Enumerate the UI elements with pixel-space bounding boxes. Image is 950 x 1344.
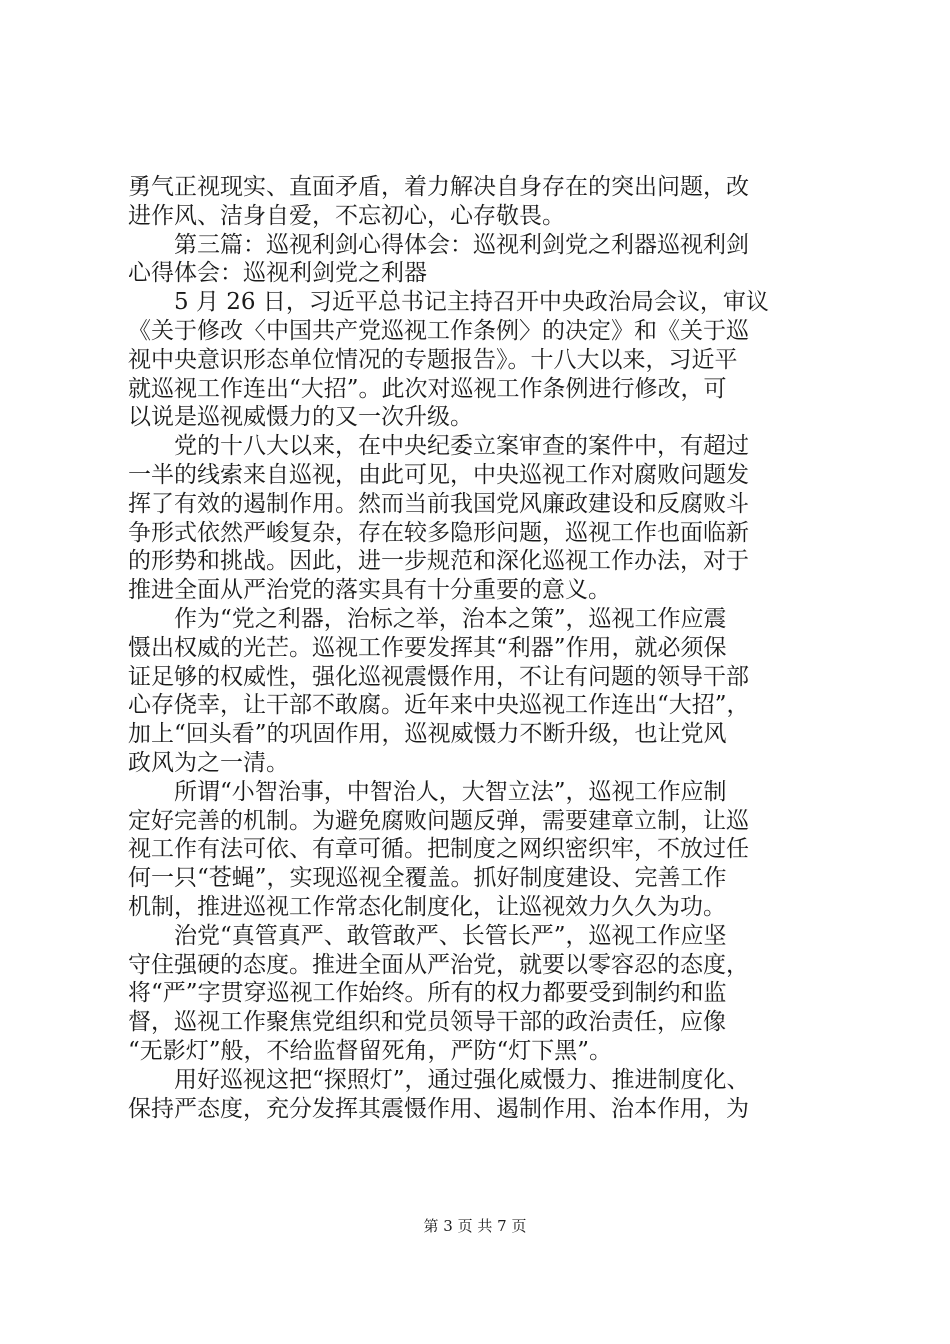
text-line: “无影灯”般，不给监督留死角，严防“灯下黑”。: [128, 1037, 613, 1064]
section-heading-line: 第三篇：巡视利剑心得体会：巡视利剑党之利器巡视利剑: [128, 231, 749, 258]
text-line: 以说是巡视威慑力的又一次升级。: [128, 404, 473, 431]
text-line: 将“严”字贯穿巡视工作始终。所有的权力都要受到制约和监: [128, 980, 727, 1007]
page-number-footer: 第 3 页 共 7 页: [423, 1217, 527, 1235]
text-line: 机制，推进巡视工作常态化制度化，让巡视效力久久为功。: [128, 893, 726, 920]
text-line: 视工作有法可依、有章可循。把制度之网织密织牢，不放过任: [128, 836, 749, 863]
text-line: 《关于修改〈中国共产党巡视工作条例〉的决定》和《关于巡: [128, 317, 749, 344]
text-line: 证足够的权威性，强化巡视震慑作用，不让有问题的领导干部: [128, 663, 749, 690]
text-line: 定好完善的机制。为避免腐败问题反弹，需要建章立制，让巡: [128, 807, 749, 834]
text-line: 就巡视工作连出“大招”。此次对巡视工作条例进行修改，可: [128, 375, 727, 402]
text-line: 进作风、洁身自爱，不忘初心，心存敬畏。: [128, 202, 565, 229]
text-line: 的形势和挑战。因此，进一步规范和深化巡视工作办法，对于: [128, 548, 749, 575]
text-line: 督，巡视工作聚焦党组织和党员领导干部的政治责任，应像: [128, 1009, 726, 1036]
text-line: 慑出权威的光芒。巡视工作要发挥其“利器”作用，就必须保: [128, 634, 727, 661]
text-line: 用好巡视这把“探照灯”，通过强化威慑力、推进制度化、: [128, 1066, 750, 1093]
section-heading-line: 心得体会：巡视利剑党之利器: [128, 260, 427, 287]
text-line: 一半的线索来自巡视，由此可见，中央巡视工作对腐败问题发: [128, 461, 749, 488]
text-line: 所谓“小智治事，中智治人，大智立法”，巡视工作应制: [128, 778, 727, 805]
text-line: 视中央意识形态单位情况的专题报告》。十八大以来，习近平: [128, 346, 738, 373]
text-line: 何一只“苍蝇”，实现巡视全覆盖。抓好制度建设、完善工作: [128, 865, 727, 892]
text-line: 党的十八大以来，在中央纪委立案审查的案件中，有超过: [128, 433, 749, 460]
document-body: [128, 173, 828, 1123]
text-line: 争形式依然严峻复杂，存在较多隐形问题，巡视工作也面临新: [128, 519, 749, 546]
text-line: 推进全面从严治党的落实具有十分重要的意义。: [128, 577, 611, 604]
text-line: 加上“回头看”的巩固作用，巡视威慑力不断升级，也让党风: [128, 721, 727, 748]
text-line: 保持严态度，充分发挥其震慑作用、遏制作用、治本作用，为: [128, 1095, 749, 1122]
text-line: 心存侥幸，让干部不敢腐。近年来中央巡视工作连出“大招”，: [128, 692, 750, 719]
text-line: 挥了有效的遏制作用。然而当前我国党风廉政建设和反腐败斗: [128, 490, 749, 517]
text-line: 守住强硬的态度。推进全面从严治党，就要以零容忍的态度，: [128, 951, 749, 978]
text-line: 勇气正视现实、直面矛盾，着力解决自身存在的突出问题，改: [128, 174, 749, 200]
text-line: 5 月 26 日，习近平总书记主持召开中央政治局会议，审议: [128, 289, 769, 316]
text-line: 治党“真管真严、敢管敢严、长管长严”，巡视工作应坚: [128, 922, 727, 949]
text-line: 作为“党之利器，治标之举，治本之策”，巡视工作应震: [128, 605, 727, 632]
text-line: 政风为之一清。: [128, 749, 289, 776]
